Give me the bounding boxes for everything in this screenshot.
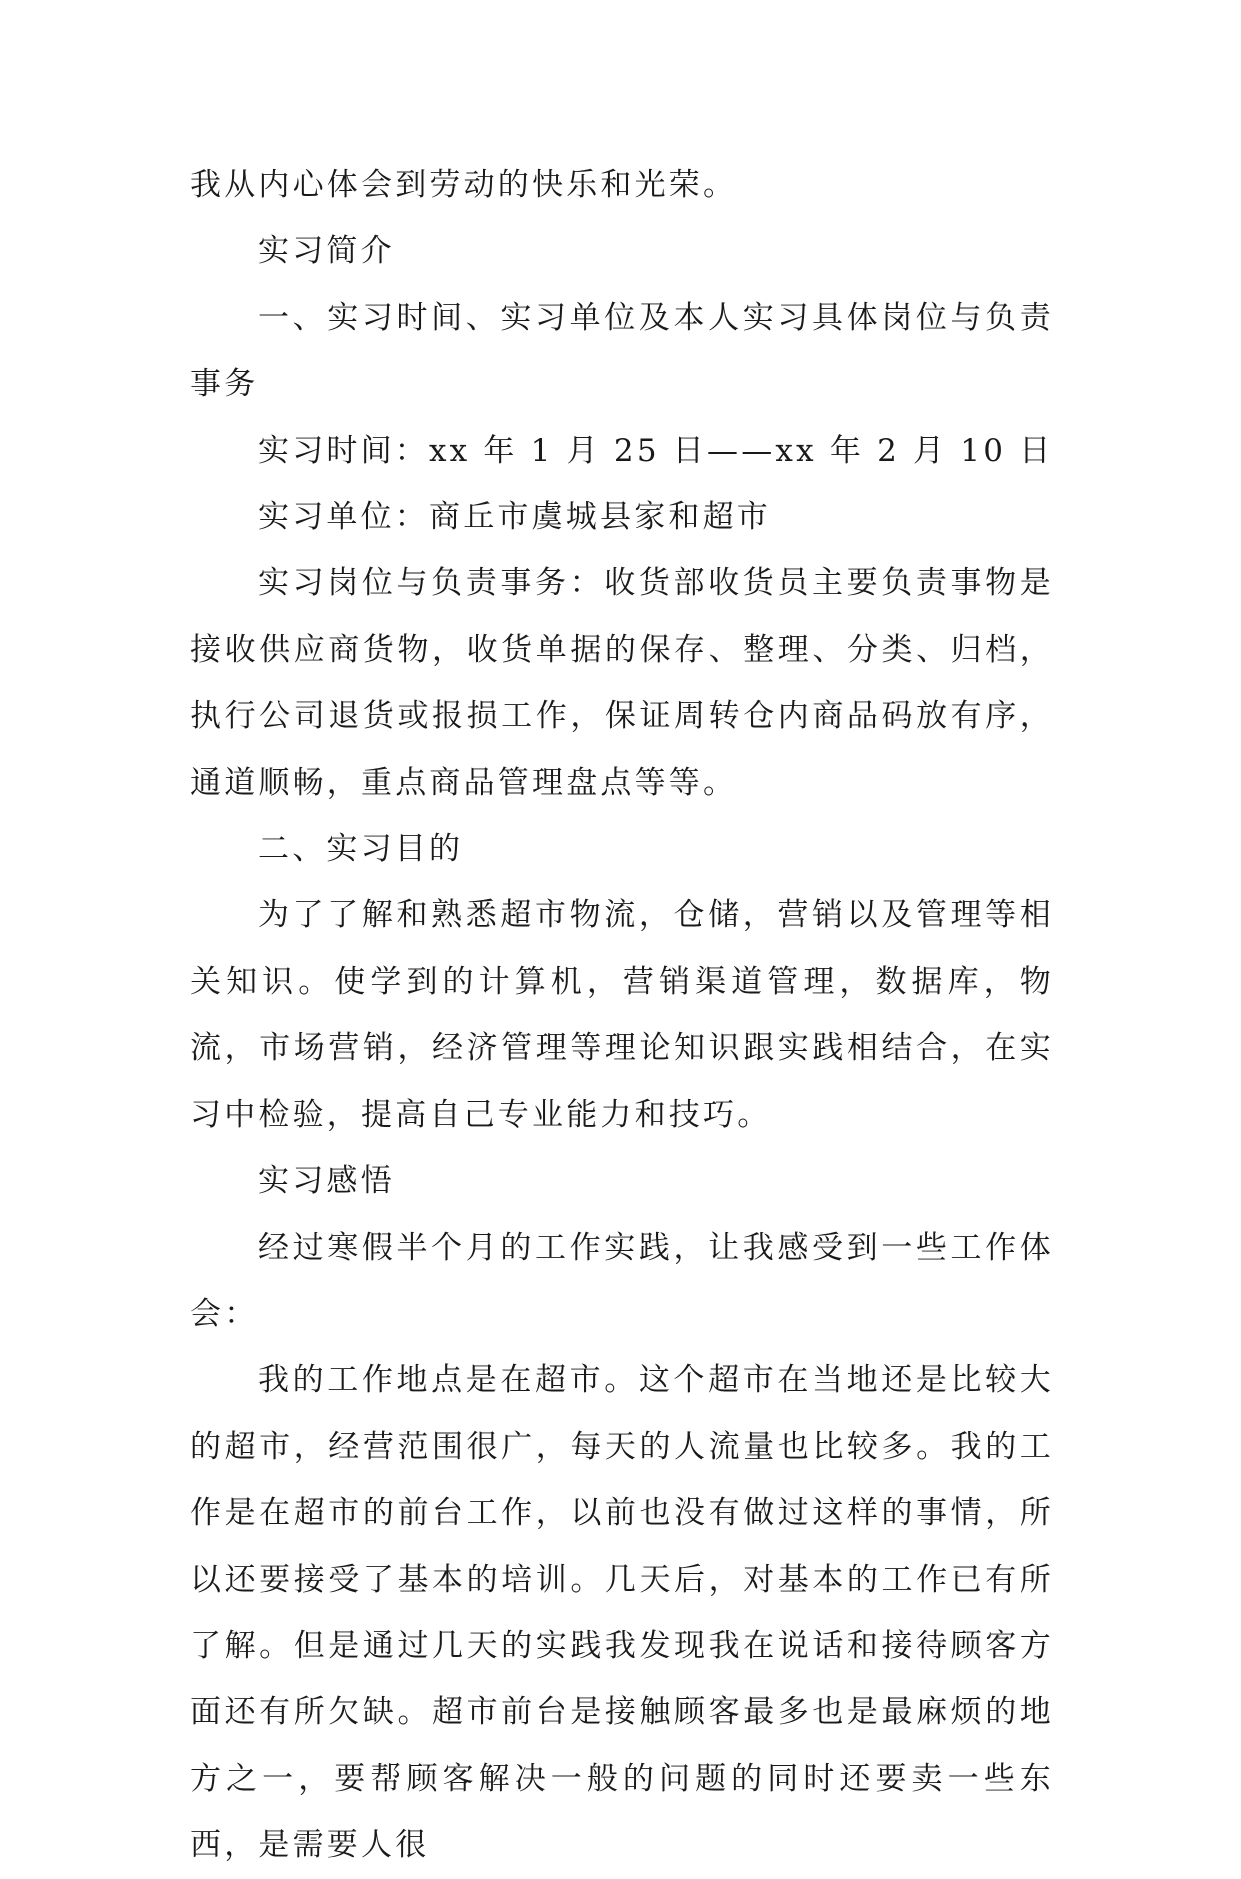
reflections-body: 我的工作地点是在超市。这个超市在当地还是比较大的超市，经营范围很广，每天的人流量也比较多。我的工作是在超市的前台工作，以前也没有做过这样的事情，所以还要接受了基本的培训。几天后，对基本的工作已有所了解。但是通过几天的实践我发现我在说话和接待顾客方面还有所欠缺。超市前台是接触顾客最多也是最麻烦的地方之一，要帮顾客解决一般的问题的同时还要卖一些东西，是需要人很	[190, 1362, 1054, 1864]
internship-position-duties: 实习岗位与负责事务：收货部收货员主要负责事物是接收供应商货物，收货单据的保存、整理、分类、归档，执行公司退货或报损工作，保证周转仓内商品码放有序，通道顺畅，重点商品管理盘点等等。	[190, 565, 1054, 801]
reflections-intro: 经过寒假半个月的工作实践，让我感受到一些工作体会：	[190, 1229, 1054, 1332]
section-heading-internship-intro: 实习简介	[258, 233, 395, 270]
internship-time: 实习时间：xx 年 1 月 25 日——xx 年 2 月 10 日	[258, 432, 1054, 469]
document-body	[190, 152, 1054, 1879]
section-heading-reflections: 实习感悟	[258, 1163, 395, 1200]
subheading-time-unit-position: 一、实习时间、实习单位及本人实习具体岗位与负责事务	[190, 299, 1054, 403]
paragraph-continuation: 我从内心体会到劳动的快乐和光荣。	[190, 167, 738, 203]
internship-unit: 实习单位：商丘市虞城县家和超市	[258, 499, 771, 536]
internship-purpose-text: 为了了解和熟悉超市物流，仓储，营销以及管理等相关知识。使学到的计算机，营销渠道管理，数据库，物流，市场营销，经济管理等理论知识跟实践相结合，在实习中检验，提高自己专业能力和技巧。	[190, 897, 1054, 1133]
subheading-internship-purpose: 二、实习目的	[258, 831, 464, 868]
